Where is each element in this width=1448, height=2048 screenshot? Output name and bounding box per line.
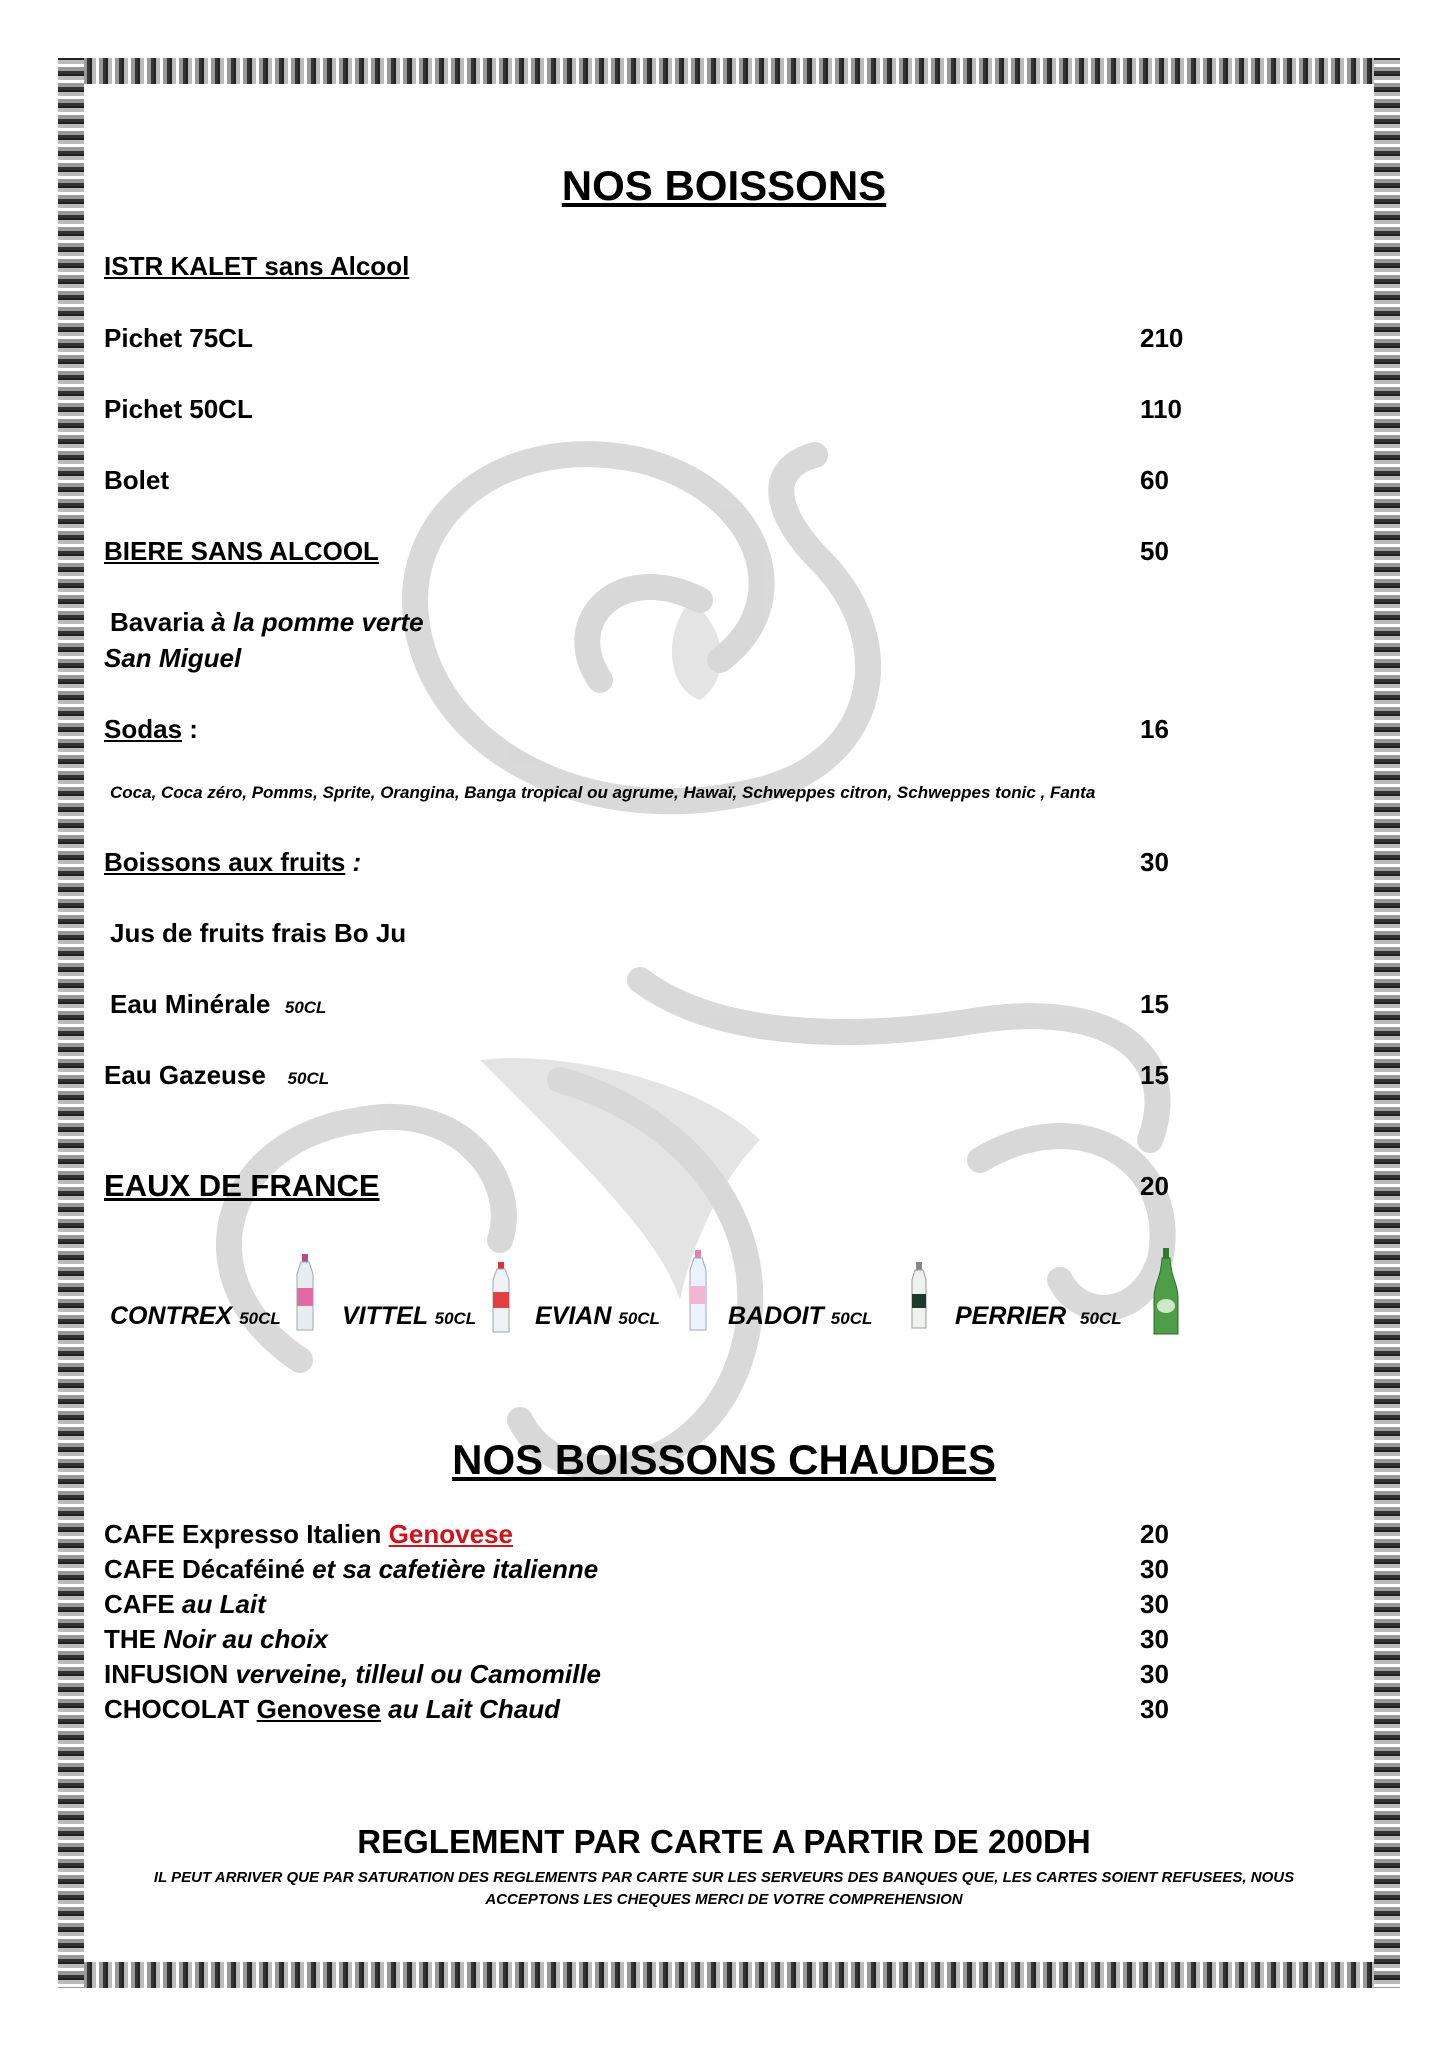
biere-price: 50 [1140,536,1169,566]
fruits-heading: Boissons aux fruits [104,847,346,877]
hot-item-chocolat-price: 30 [1140,1694,1169,1724]
water-contrex-size: 50CL [239,1309,281,1328]
water-contrex-name: CONTREX [110,1302,233,1330]
san-miguel-label: San Miguel [104,643,242,673]
eau-gazeuse-label: Eau Gazeuse [104,1060,266,1090]
water-evian-name: EVIAN [535,1302,612,1330]
hot-item-the-label: THE [104,1624,164,1654]
water-badoit-name: BADOIT [728,1302,824,1330]
contrex-bottle-icon [293,1254,317,1334]
perrier-bottle-icon [1152,1248,1180,1336]
fruits-line [104,846,361,878]
hot-item-cafe-lait [104,1588,266,1620]
hot-item-cafe-lait-detail: au Lait [182,1589,266,1619]
hot-item-infusion-label: INFUSION [104,1659,236,1689]
sodas-list: Coca, Coca zéro, Pomms, Sprite, Orangina, Banga tropical ou agrume, Hawaï, Schweppes citron, Schweppes tonic , Fanta [110,783,1096,802]
item-pichet-50-price: 110 [1140,394,1182,424]
hot-item-expresso [104,1518,513,1550]
hot-drinks-title: NOS BOISSONS CHAUDES [452,1436,996,1483]
item-bolet-label: Bolet [104,465,169,495]
water-vittel-name: VITTEL [342,1302,428,1330]
water-vittel-size: 50CL [434,1309,477,1328]
water-vittel [342,1300,476,1335]
hot-item-decafeine [104,1553,598,1585]
hot-item-chocolat-label: CHOCOLAT [104,1694,257,1724]
item-pichet-75-label: Pichet 75CL [104,323,253,353]
eaux-france-price: 20 [1140,1171,1169,1201]
hot-item-decafeine-price: 30 [1140,1554,1169,1584]
eau-minerale-size: 50CL [284,998,327,1017]
hot-item-chocolat [104,1693,560,1725]
genovese-chocolat-brand: Genovese [256,1694,381,1724]
water-badoit [728,1300,872,1335]
eau-minerale-line [110,988,326,1024]
water-evian-size: 50CL [618,1309,660,1328]
item-bolet-price: 60 [1140,465,1169,495]
eau-gazeuse-size: 50CL [287,1069,330,1088]
page-title: NOS BOISSONS [561,162,887,209]
genovese-brand: Genovese [388,1519,513,1549]
badoit-bottle-icon [910,1262,928,1330]
eau-minerale-label: Eau Minérale [110,989,271,1019]
eau-gazeuse-line [104,1059,329,1095]
payment-notice-line2: ACCEPTONS LES CHEQUES MERCI DE VOTRE COMPREHENSION [485,1891,963,1908]
water-perrier-name: PERRIER [955,1302,1067,1330]
bavaria-line [110,606,424,638]
hot-item-expresso-price: 20 [1140,1519,1169,1549]
hot-item-chocolat-detail: au Lait Chaud [380,1694,561,1724]
water-contrex [110,1300,281,1335]
biere-heading: BIERE SANS ALCOOL [104,536,379,566]
water-evian [535,1300,660,1335]
bavaria-flavor: à la pomme verte [211,607,424,637]
hot-item-the-detail: Noir au choix [163,1624,328,1654]
hot-item-the-price: 30 [1140,1624,1169,1654]
water-perrier [955,1300,1122,1335]
hot-item-cafe-lait-price: 30 [1140,1589,1169,1619]
istr-heading: ISTR KALET sans Alcool [104,251,410,281]
sodas-line [104,713,198,745]
eaux-france-heading: EAUX DE FRANCE [104,1168,380,1203]
hot-item-infusion [104,1658,601,1690]
sodas-colon: : [182,714,198,744]
fruits-price: 30 [1140,847,1169,877]
hot-item-expresso-label: CAFE Expresso Italien [104,1519,389,1549]
jus-label: Jus de fruits frais Bo Ju [110,918,407,948]
hot-item-decafeine-label: CAFE Décaféiné [104,1554,313,1584]
water-badoit-size: 50CL [830,1309,873,1328]
water-perrier-size: 50CL [1080,1309,1122,1328]
hot-item-infusion-price: 30 [1140,1659,1169,1689]
bavaria-name: Bavaria [110,607,212,637]
fruits-colon: : [345,847,362,877]
evian-bottle-icon [686,1250,710,1334]
payment-notice-line1: IL PEUT ARRIVER QUE PAR SATURATION DES REGLEMENTS PAR CARTE SUR LES SERVEURS DES BANQUES QUE, LES CARTES SOIENT REFUSEES, NOUS [153,1869,1295,1886]
hot-item-the [104,1623,328,1655]
item-pichet-75-price: 210 [1140,323,1184,353]
eau-gazeuse-price: 15 [1140,1060,1169,1090]
hot-item-cafe-lait-label: CAFE [104,1589,182,1619]
vittel-bottle-icon [490,1262,512,1334]
sodas-price: 16 [1140,714,1169,744]
payment-heading: REGLEMENT PAR CARTE A PARTIR DE 200DH [357,1823,1091,1860]
hot-item-decafeine-detail: et sa cafetière italienne [312,1554,599,1584]
eau-minerale-price: 15 [1140,989,1169,1019]
item-pichet-50-label: Pichet 50CL [104,394,253,424]
hot-item-infusion-detail: verveine, tilleul ou Camomille [235,1659,602,1689]
sodas-heading: Sodas [104,714,183,744]
